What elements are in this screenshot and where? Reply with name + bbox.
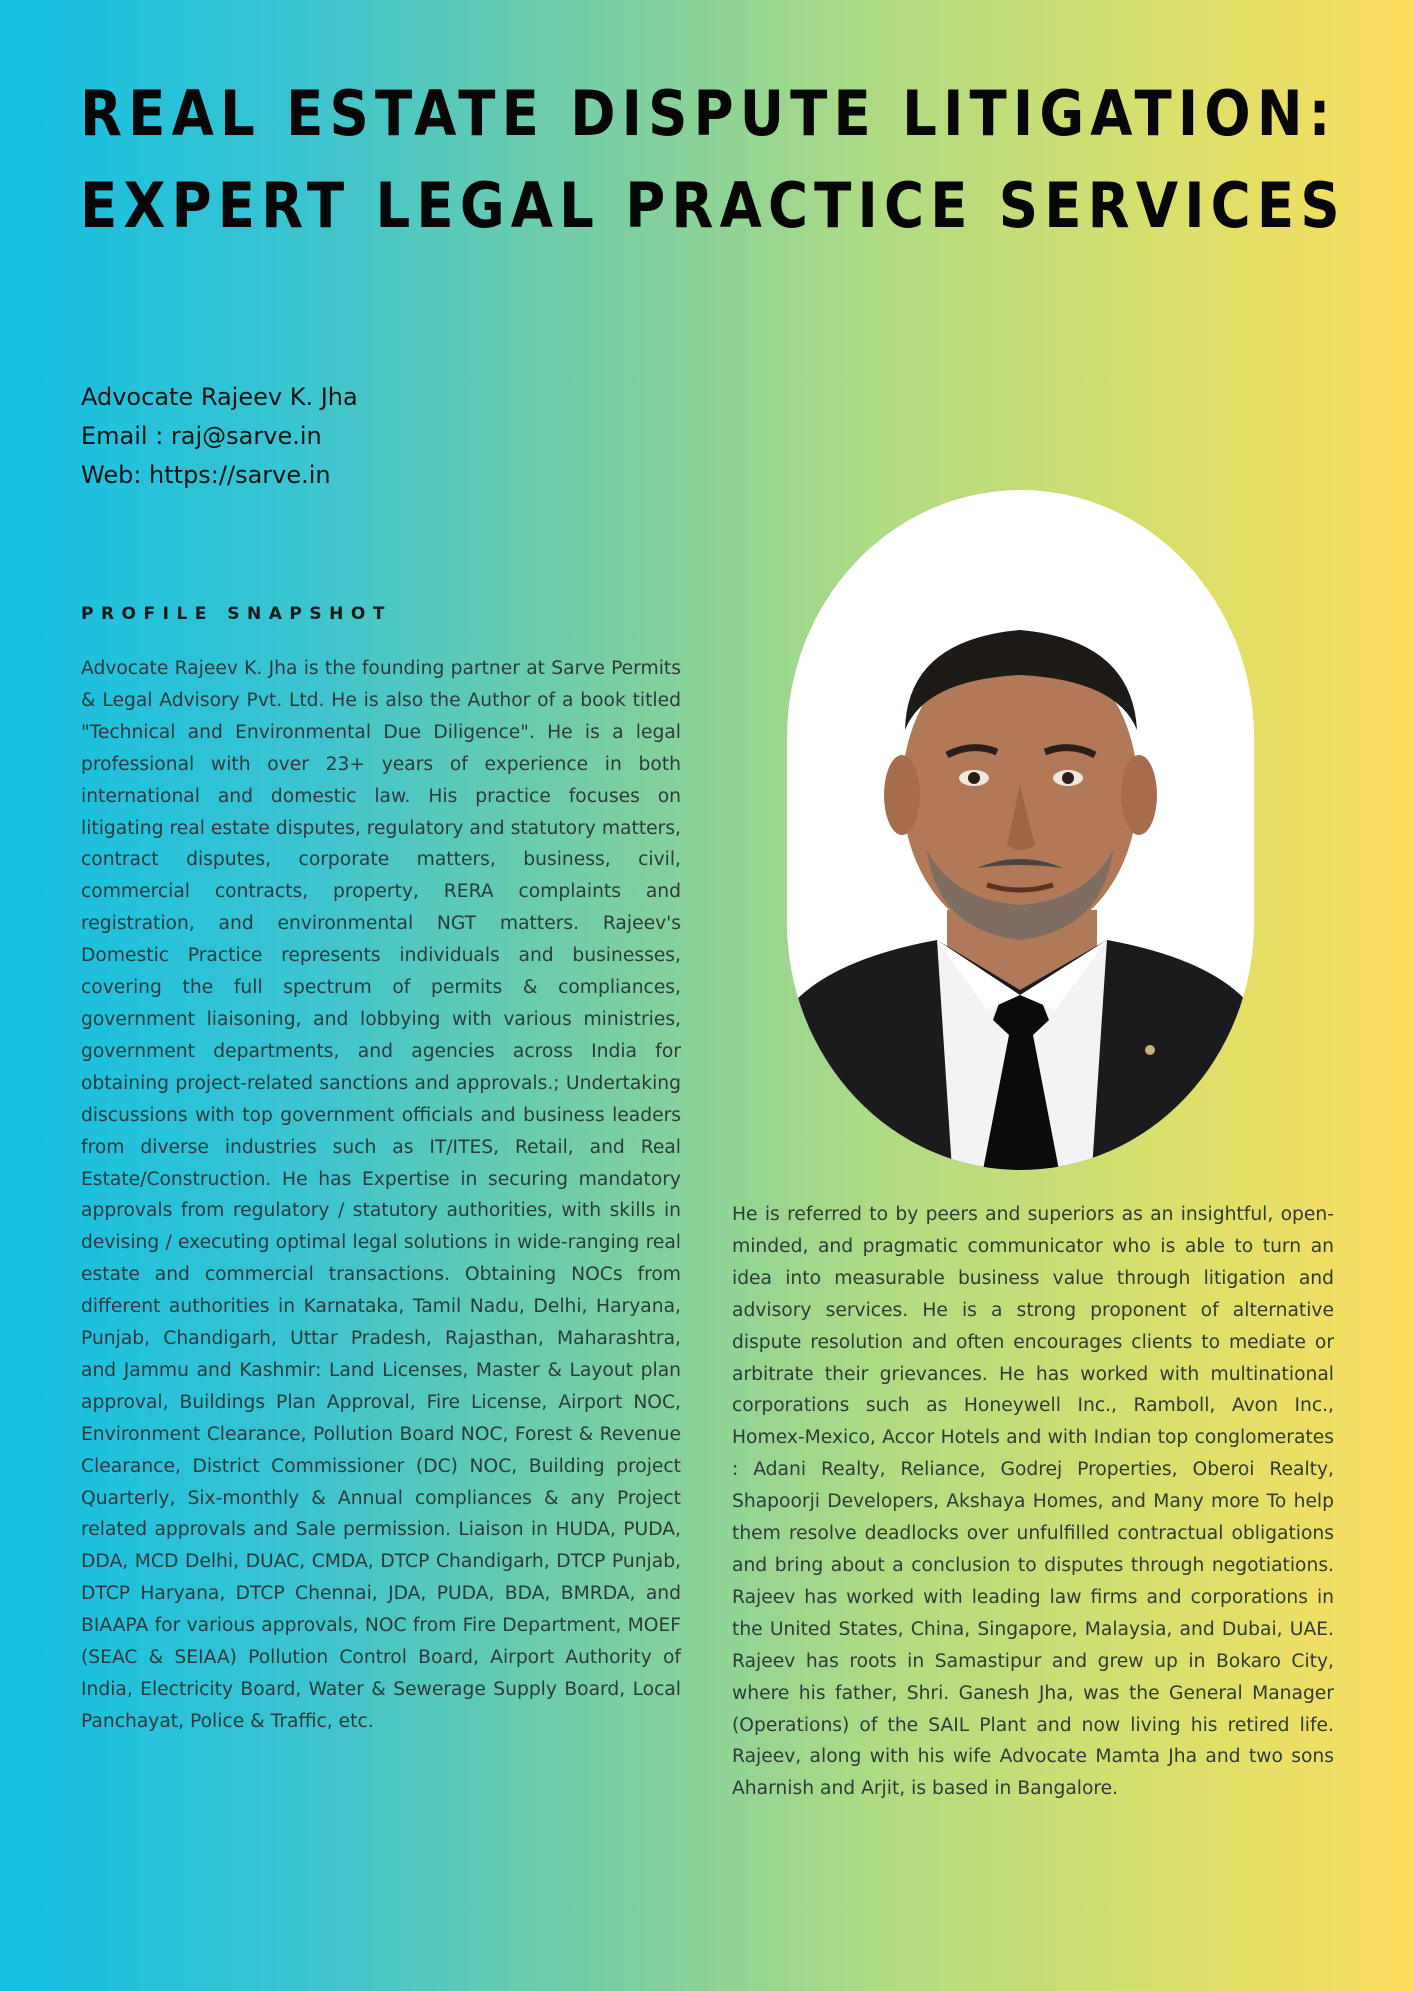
email-line: Email : raj@sarve.in: [81, 422, 322, 450]
contact-block: [81, 378, 358, 495]
title-line-2: EXPERT LEGAL PRACTICE SERVICES: [80, 169, 1346, 242]
web-line: Web: https://sarve.in: [81, 461, 331, 489]
advocate-name: Advocate Rajeev K. Jha: [81, 383, 358, 411]
page-title: [80, 68, 1346, 252]
profile-body-left: Advocate Rajeev K. Jha is the founding partner at Sarve Permits & Legal Advisory Pvt. Ltd. He is also the Author of a book titled "Technical and Environmental Due Diligence". He is a legal professional with over 23+ years of experience in both international and domestic law. His practice focuses on litigating real estate disputes, regulatory and statutory matters, contract disputes, corporate matters, business, civil, commercial contracts, property, RERA complaints and registration, and environmental NGT matters. Rajeev's Domestic Practice represents individuals and businesses, covering the full spectrum of permits & compliances, government liaisoning, and lobbying with various ministries, government departments, and agencies across India for obtaining project-related sanctions and approvals.; Undertaking discussions with top government officials and business leaders from diverse industries such as IT/ITES, Retail, and Real Estate/Construction. He has Expertise in securing mandatory approvals from regulatory / statutory authorities, with skills in devising / executing optimal legal solutions in wide-ranging real estate and commercial transactions. Obtaining NOCs from different authorities in Karnataka, Tamil Nadu, Delhi, Haryana, Punjab, Chandigarh, Uttar Pradesh, Rajasthan, Maharashtra, and Jammu and Kashmir: Land Licenses, Master & Layout plan approval, Buildings Plan Approval, Fire License, Airport NOC, Environment Clearance, Pollution Board NOC, Forest & Revenue Clearance, District Commissioner (DC) NOC, Building project Quarterly, Six-monthly & Annual compliances & any Project related approvals and Sale permission. Liaison in HUDA, PUDA, DDA, MCD Delhi, DUAC, CMDA, DTCP Chandigarh, DTCP Punjab, DTCP Haryana, DTCP Chennai, JDA, PUDA, BDA, BMRDA, and BIAAPA for various approvals, NOC from Fire Department, MOEF (SEAC & SEIAA) Pollution Control Board, Airport Authority of India, Electricity Board, Water & Sewerage Supply Board, Local Panchayat, Police & Traffic, etc.: [81, 658, 681, 1732]
profile-body-right: He is referred to by peers and superiors as an insightful, open-minded, and pragmatic communicator who is able to turn an idea into measurable business value through litigation and advisory services. He is a strong proponent of alternative dispute resolution and often encourages clients to mediate or arbitrate their grievances. He has worked with multinational corporations such as Honeywell Inc., Ramboll, Avon Inc., Homex-Mexico, Accor Hotels and with Indian top conglomerates : Adani Realty, Reliance, Godrej Properties, Oberoi Realty, Shapoorji Developers, Akshaya Homes, and Many more To help them resolve deadlocks over unfulfilled contractual obligations and bring about a conclusion to disputes through negotiations. Rajeev has worked with leading law firms and corporations in the United States, China, Singapore, Malaysia, and Dubai, UAE. Rajeev has roots in Samastipur and grew up in Bokaro City, where his father, Shri. Ganesh Jha, was the General Manager (Operations) of the SAIL Plant and now living his retired life. Rajeev, along with his wife Advocate Mamta Jha and two sons Aharnish and Arjit, is based in Bangalore.: [732, 1204, 1334, 1800]
profile-heading: PROFILE SNAPSHOT: [81, 604, 392, 624]
title-line-1: REAL ESTATE DISPUTE LITIGATION:: [80, 77, 1337, 150]
profile-photo: [787, 490, 1254, 1170]
portrait-illustration: [787, 490, 1254, 1170]
